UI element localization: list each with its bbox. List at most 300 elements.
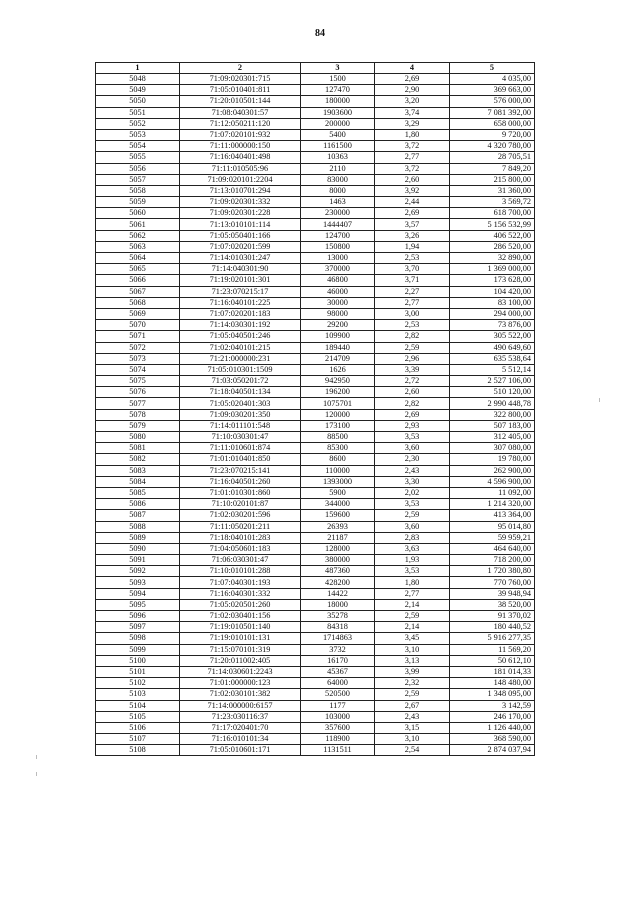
cell-rate: 3,53 (375, 499, 450, 510)
table-row (96, 241, 535, 252)
header-row (96, 63, 535, 74)
cell-cadastral-number: 71:02:030101:382 (180, 689, 301, 700)
column-header-3: 3 (301, 63, 375, 74)
cell-area: 1444407 (301, 219, 375, 230)
table-row (96, 264, 535, 275)
cell-row-number: 5090 (96, 543, 180, 554)
table-row (96, 734, 535, 745)
cell-cadastral-number: 71:11:010601:874 (180, 443, 301, 454)
cell-area: 127470 (301, 85, 375, 96)
cell-cadastral-number: 71:01:010301:860 (180, 487, 301, 498)
cell-row-number: 5095 (96, 599, 180, 610)
cell-value: 635 538,64 (450, 353, 535, 364)
cell-cadastral-number: 71:20:011002:405 (180, 655, 301, 666)
cell-value: 83 100,00 (450, 297, 535, 308)
cell-row-number: 5063 (96, 241, 180, 252)
cell-rate: 3,60 (375, 443, 450, 454)
table-row (96, 555, 535, 566)
cell-value: 464 640,00 (450, 543, 535, 554)
cell-row-number: 5056 (96, 163, 180, 174)
cell-cadastral-number: 71:16:010101:34 (180, 734, 301, 745)
cell-area: 16170 (301, 655, 375, 666)
cell-value: 5 156 532,99 (450, 219, 535, 230)
cell-row-number: 5085 (96, 487, 180, 498)
cell-area: 10363 (301, 152, 375, 163)
cell-row-number: 5083 (96, 465, 180, 476)
cell-cadastral-number: 71:18:040101:283 (180, 532, 301, 543)
cell-rate: 2,69 (375, 409, 450, 420)
cell-rate: 2,77 (375, 297, 450, 308)
cell-row-number: 5087 (96, 510, 180, 521)
cell-row-number: 5052 (96, 118, 180, 129)
cell-value: 618 700,00 (450, 208, 535, 219)
cell-value: 28 705,51 (450, 152, 535, 163)
cell-area: 1393000 (301, 476, 375, 487)
cell-cadastral-number: 71:05:010401:811 (180, 85, 301, 96)
table-row (96, 275, 535, 286)
table-row (96, 96, 535, 107)
cell-row-number: 5106 (96, 722, 180, 733)
cell-row-number: 5079 (96, 420, 180, 431)
cell-area: 196200 (301, 387, 375, 398)
table-row (96, 722, 535, 733)
column-header-5: 5 (450, 63, 535, 74)
cell-area: 2110 (301, 163, 375, 174)
cell-area: 83000 (301, 174, 375, 185)
table-row (96, 219, 535, 230)
table-row (96, 711, 535, 722)
cell-area: 35278 (301, 611, 375, 622)
cell-rate: 2,30 (375, 454, 450, 465)
cell-row-number: 5069 (96, 308, 180, 319)
cell-rate: 3,72 (375, 163, 450, 174)
cell-rate: 2,72 (375, 376, 450, 387)
cell-area: 13000 (301, 253, 375, 264)
cell-rate: 2,69 (375, 74, 450, 85)
cell-rate: 2,59 (375, 510, 450, 521)
cell-rate: 3,45 (375, 633, 450, 644)
cell-cadastral-number: 71:19:010501:140 (180, 622, 301, 633)
cell-value: 181 014,33 (450, 666, 535, 677)
cell-area: 120000 (301, 409, 375, 420)
table-row (96, 409, 535, 420)
cell-value: 286 520,00 (450, 241, 535, 252)
table-row (96, 286, 535, 297)
cell-value: 215 800,00 (450, 174, 535, 185)
cell-rate: 3,60 (375, 521, 450, 532)
table-row (96, 454, 535, 465)
cell-rate: 3,13 (375, 655, 450, 666)
cell-rate: 2,96 (375, 353, 450, 364)
cell-row-number: 5077 (96, 398, 180, 409)
cell-area: 46800 (301, 275, 375, 286)
cell-area: 8000 (301, 185, 375, 196)
cell-row-number: 5091 (96, 555, 180, 566)
table-row (96, 666, 535, 677)
cell-rate: 2,69 (375, 208, 450, 219)
cell-value: 4 320 780,00 (450, 141, 535, 152)
cell-cadastral-number: 71:11:000000:150 (180, 141, 301, 152)
cell-area: 46000 (301, 286, 375, 297)
cell-area: 1714863 (301, 633, 375, 644)
cell-area: 110000 (301, 465, 375, 476)
cell-value: 19 780,00 (450, 454, 535, 465)
cell-area: 1500 (301, 74, 375, 85)
cell-value: 2 874 037,94 (450, 745, 535, 756)
cell-rate: 3,00 (375, 308, 450, 319)
cell-rate: 3,53 (375, 432, 450, 443)
cell-rate: 3,57 (375, 219, 450, 230)
cell-rate: 2,59 (375, 611, 450, 622)
cell-area: 180000 (301, 96, 375, 107)
table-row (96, 308, 535, 319)
cell-value: 39 948,94 (450, 588, 535, 599)
cell-value: 658 000,00 (450, 118, 535, 129)
cell-cadastral-number: 71:18:040501:134 (180, 387, 301, 398)
cell-cadastral-number: 71:03:050201:72 (180, 376, 301, 387)
cell-cadastral-number: 71:14:000000:6157 (180, 700, 301, 711)
cell-rate: 1,80 (375, 129, 450, 140)
table-row (96, 376, 535, 387)
cell-rate: 2,14 (375, 622, 450, 633)
cell-value: 9 720,00 (450, 129, 535, 140)
cell-row-number: 5080 (96, 432, 180, 443)
cell-area: 3732 (301, 644, 375, 655)
cell-rate: 2,43 (375, 465, 450, 476)
cell-row-number: 5102 (96, 678, 180, 689)
cell-row-number: 5107 (96, 734, 180, 745)
cell-value: 406 522,00 (450, 230, 535, 241)
cell-value: 95 014,80 (450, 521, 535, 532)
cell-rate: 2,93 (375, 420, 450, 431)
cell-area: 30000 (301, 297, 375, 308)
cell-value: 322 800,00 (450, 409, 535, 420)
cell-rate: 3,29 (375, 118, 450, 129)
column-header-1: 1 (96, 63, 180, 74)
cell-area: 159600 (301, 510, 375, 521)
cell-cadastral-number: 71:17:020401:70 (180, 722, 301, 733)
cell-row-number: 5061 (96, 219, 180, 230)
cell-cadastral-number: 71:09:020301:228 (180, 208, 301, 219)
cell-area: 173100 (301, 420, 375, 431)
cell-value: 1 348 095,00 (450, 689, 535, 700)
cell-cadastral-number: 71:05:050401:166 (180, 230, 301, 241)
cell-row-number: 5059 (96, 197, 180, 208)
cell-value: 3 142,59 (450, 700, 535, 711)
cell-area: 118900 (301, 734, 375, 745)
cell-cadastral-number: 71:16:040501:260 (180, 476, 301, 487)
cell-value: 11 569,20 (450, 644, 535, 655)
cell-rate: 3,26 (375, 230, 450, 241)
cell-row-number: 5076 (96, 387, 180, 398)
table-row (96, 208, 535, 219)
cell-cadastral-number: 71:14:040301:90 (180, 264, 301, 275)
table-row (96, 678, 535, 689)
cell-rate: 2,02 (375, 487, 450, 498)
cell-value: 770 760,00 (450, 577, 535, 588)
cell-cadastral-number: 71:23:030116:37 (180, 711, 301, 722)
scan-artifact-mark (36, 755, 37, 759)
cell-cadastral-number: 71:05:040501:246 (180, 331, 301, 342)
cell-area: 21187 (301, 532, 375, 543)
cell-rate: 2,59 (375, 689, 450, 700)
cell-cadastral-number: 71:07:020201:183 (180, 308, 301, 319)
cell-value: 148 480,00 (450, 678, 535, 689)
table-row (96, 197, 535, 208)
cell-rate: 3,30 (375, 476, 450, 487)
cell-cadastral-number: 71:07:020101:932 (180, 129, 301, 140)
table-row (96, 230, 535, 241)
cell-area: 128000 (301, 543, 375, 554)
table-row (96, 320, 535, 331)
table-row (96, 700, 535, 711)
cell-cadastral-number: 71:10:020101:87 (180, 499, 301, 510)
table-row (96, 611, 535, 622)
cell-row-number: 5105 (96, 711, 180, 722)
cell-row-number: 5070 (96, 320, 180, 331)
cell-rate: 2,60 (375, 387, 450, 398)
cell-cadastral-number: 71:10:030301:47 (180, 432, 301, 443)
table-row (96, 577, 535, 588)
table-row (96, 689, 535, 700)
column-header-4: 4 (375, 63, 450, 74)
cell-cadastral-number: 71:14:030301:192 (180, 320, 301, 331)
scan-artifact-mark (599, 398, 600, 402)
cell-rate: 2,77 (375, 152, 450, 163)
cell-area: 487360 (301, 566, 375, 577)
cell-cadastral-number: 71:12:050211:120 (180, 118, 301, 129)
cell-cadastral-number: 71:04:050601:183 (180, 543, 301, 554)
cell-value: 1 214 320,00 (450, 499, 535, 510)
cell-cadastral-number: 71:15:070101:319 (180, 644, 301, 655)
cell-value: 3 569,72 (450, 197, 535, 208)
cell-value: 104 420,00 (450, 286, 535, 297)
cell-row-number: 5103 (96, 689, 180, 700)
cell-cadastral-number: 71:23:070215:17 (180, 286, 301, 297)
cell-area: 150800 (301, 241, 375, 252)
cell-rate: 3,72 (375, 141, 450, 152)
cell-value: 312 405,00 (450, 432, 535, 443)
cell-cadastral-number: 71:05:010601:171 (180, 745, 301, 756)
table-row (96, 745, 535, 756)
table-row (96, 543, 535, 554)
cell-area: 5400 (301, 129, 375, 140)
cell-cadastral-number: 71:09:030201:350 (180, 409, 301, 420)
cell-cadastral-number: 71:13:010101:114 (180, 219, 301, 230)
table-row (96, 163, 535, 174)
cell-cadastral-number: 71:14:011101:548 (180, 420, 301, 431)
cell-rate: 3,10 (375, 644, 450, 655)
cell-row-number: 5098 (96, 633, 180, 644)
table-body (96, 74, 535, 756)
table-row (96, 364, 535, 375)
page-number: 84 (315, 28, 325, 39)
cell-value: 50 612,10 (450, 655, 535, 666)
cell-row-number: 5075 (96, 376, 180, 387)
table-row (96, 398, 535, 409)
cell-row-number: 5068 (96, 297, 180, 308)
cell-cadastral-number: 71:05:010301:1509 (180, 364, 301, 375)
cell-value: 31 360,00 (450, 185, 535, 196)
cell-row-number: 5086 (96, 499, 180, 510)
cell-value: 307 080,00 (450, 443, 535, 454)
table-row (96, 297, 535, 308)
cell-row-number: 5067 (96, 286, 180, 297)
cell-cadastral-number: 71:01:000000:123 (180, 678, 301, 689)
cell-value: 5 512,14 (450, 364, 535, 375)
cell-row-number: 5054 (96, 141, 180, 152)
cell-row-number: 5051 (96, 107, 180, 118)
cell-area: 200000 (301, 118, 375, 129)
table-row (96, 253, 535, 264)
cell-area: 29200 (301, 320, 375, 331)
table-row (96, 420, 535, 431)
cell-value: 294 000,00 (450, 308, 535, 319)
scan-artifact-mark (36, 772, 37, 776)
table-row (96, 487, 535, 498)
cell-row-number: 5088 (96, 521, 180, 532)
cell-area: 1903600 (301, 107, 375, 118)
cell-value: 305 522,00 (450, 331, 535, 342)
cell-row-number: 5060 (96, 208, 180, 219)
cell-row-number: 5064 (96, 253, 180, 264)
cell-value: 510 120,00 (450, 387, 535, 398)
cell-rate: 2,53 (375, 320, 450, 331)
table-row (96, 465, 535, 476)
cell-value: 718 200,00 (450, 555, 535, 566)
cell-row-number: 5108 (96, 745, 180, 756)
cell-value: 1 126 440,00 (450, 722, 535, 733)
cell-value: 262 900,00 (450, 465, 535, 476)
cell-cadastral-number: 71:11:010505:96 (180, 163, 301, 174)
cell-row-number: 5104 (96, 700, 180, 711)
cell-area: 8600 (301, 454, 375, 465)
cell-row-number: 5089 (96, 532, 180, 543)
cell-row-number: 5073 (96, 353, 180, 364)
cell-value: 4 035,00 (450, 74, 535, 85)
cell-row-number: 5094 (96, 588, 180, 599)
cell-area: 88500 (301, 432, 375, 443)
table-row (96, 521, 535, 532)
cell-value: 2 527 106,00 (450, 376, 535, 387)
cell-value: 369 663,00 (450, 85, 535, 96)
cell-rate: 3,39 (375, 364, 450, 375)
cell-area: 357600 (301, 722, 375, 733)
table-row (96, 499, 535, 510)
cell-row-number: 5049 (96, 85, 180, 96)
table-row (96, 353, 535, 364)
cell-value: 173 628,00 (450, 275, 535, 286)
cell-value: 5 916 277,35 (450, 633, 535, 644)
cell-value: 1 369 000,00 (450, 264, 535, 275)
table-row (96, 476, 535, 487)
cell-cadastral-number: 71:16:040101:225 (180, 297, 301, 308)
cell-cadastral-number: 71:05:020401:303 (180, 398, 301, 409)
cell-rate: 3,15 (375, 722, 450, 733)
table-row (96, 174, 535, 185)
cell-value: 490 649,60 (450, 342, 535, 353)
cell-row-number: 5093 (96, 577, 180, 588)
table-row (96, 588, 535, 599)
cell-area: 520500 (301, 689, 375, 700)
cell-rate: 2,59 (375, 342, 450, 353)
table-row (96, 622, 535, 633)
cell-value: 7 849,20 (450, 163, 535, 174)
table-row (96, 85, 535, 96)
table-row (96, 141, 535, 152)
cell-cadastral-number: 71:19:010101:131 (180, 633, 301, 644)
cell-rate: 3,53 (375, 566, 450, 577)
cell-row-number: 5092 (96, 566, 180, 577)
cell-cadastral-number: 71:20:010501:144 (180, 96, 301, 107)
cell-area: 103000 (301, 711, 375, 722)
cell-cadastral-number: 71:06:030301:47 (180, 555, 301, 566)
cell-rate: 3,99 (375, 666, 450, 677)
cell-rate: 2,54 (375, 745, 450, 756)
table-row (96, 107, 535, 118)
cell-value: 1 720 380,80 (450, 566, 535, 577)
cell-rate: 2,67 (375, 700, 450, 711)
cell-cadastral-number: 71:01:010401:850 (180, 454, 301, 465)
cell-cadastral-number: 71:08:040301:57 (180, 107, 301, 118)
cell-area: 64000 (301, 678, 375, 689)
cell-area: 98000 (301, 308, 375, 319)
cell-area: 344000 (301, 499, 375, 510)
cell-row-number: 5074 (96, 364, 180, 375)
cell-area: 45367 (301, 666, 375, 677)
cell-area: 380000 (301, 555, 375, 566)
cell-rate: 2,82 (375, 398, 450, 409)
table-row (96, 532, 535, 543)
table-row (96, 387, 535, 398)
cell-cadastral-number: 71:13:010701:294 (180, 185, 301, 196)
cell-area: 14422 (301, 588, 375, 599)
table-row (96, 118, 535, 129)
table-row (96, 432, 535, 443)
table-row (96, 566, 535, 577)
cell-rate: 3,10 (375, 734, 450, 745)
cell-rate: 2,32 (375, 678, 450, 689)
table-row (96, 129, 535, 140)
cell-rate: 1,93 (375, 555, 450, 566)
table-row (96, 443, 535, 454)
cell-row-number: 5078 (96, 409, 180, 420)
cell-row-number: 5055 (96, 152, 180, 163)
cell-rate: 3,92 (375, 185, 450, 196)
cell-row-number: 5101 (96, 666, 180, 677)
cell-area: 84318 (301, 622, 375, 633)
cell-row-number: 5072 (96, 342, 180, 353)
cell-row-number: 5084 (96, 476, 180, 487)
cell-row-number: 5071 (96, 331, 180, 342)
cell-rate: 2,82 (375, 331, 450, 342)
cell-rate: 2,60 (375, 174, 450, 185)
cell-area: 85300 (301, 443, 375, 454)
table-row (96, 342, 535, 353)
cell-row-number: 5053 (96, 129, 180, 140)
cell-cadastral-number: 71:19:020101:301 (180, 275, 301, 286)
cell-cadastral-number: 71:02:030401:156 (180, 611, 301, 622)
cell-row-number: 5066 (96, 275, 180, 286)
cell-area: 109900 (301, 331, 375, 342)
cell-value: 59 959,21 (450, 532, 535, 543)
cell-area: 1177 (301, 700, 375, 711)
cell-cadastral-number: 71:16:040401:498 (180, 152, 301, 163)
cell-row-number: 5096 (96, 611, 180, 622)
cell-row-number: 5099 (96, 644, 180, 655)
cell-cadastral-number: 71:09:020301:715 (180, 74, 301, 85)
cell-value: 576 000,00 (450, 96, 535, 107)
